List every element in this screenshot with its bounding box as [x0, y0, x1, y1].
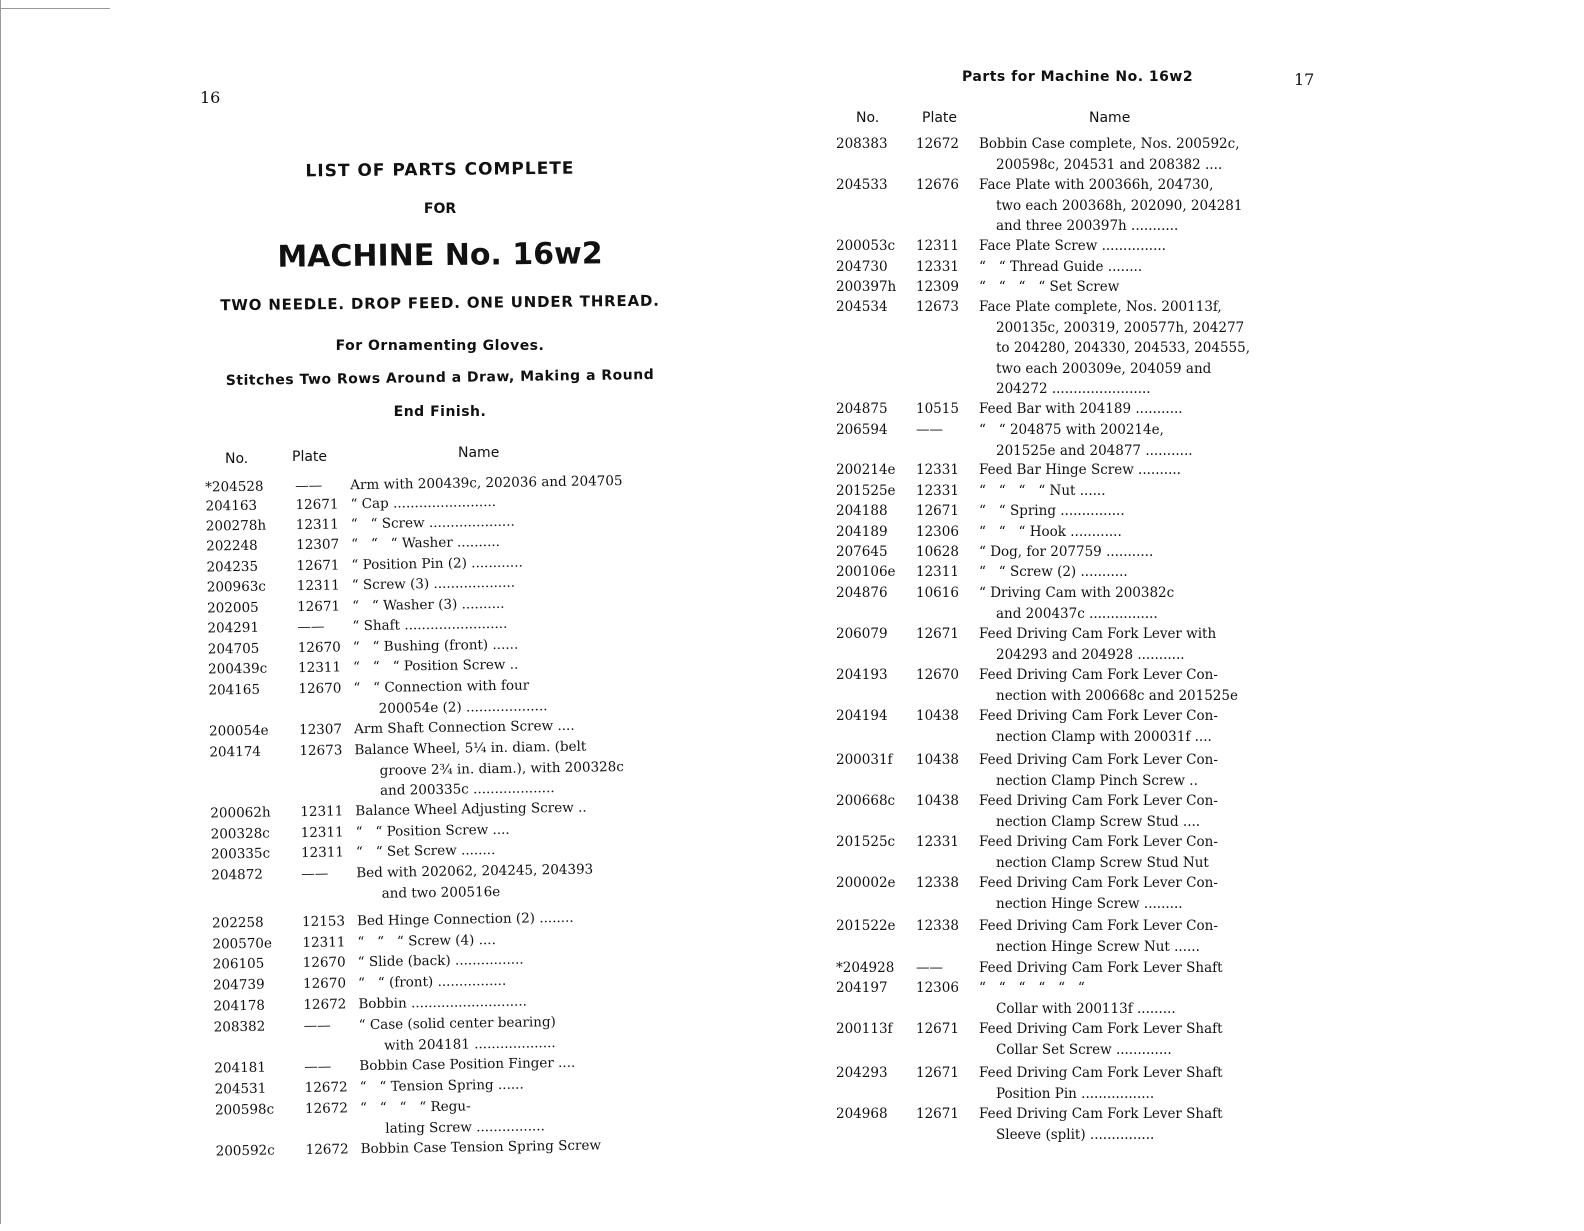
part-number: *204528 — [205, 478, 264, 496]
part-number: 204235 — [206, 558, 259, 576]
part-number: 200397h — [836, 279, 897, 295]
machine-description-end: End Finish. — [393, 404, 487, 420]
part-number: 204872 — [211, 866, 264, 884]
part-name: “ “ Bushing (front) ...... — [352, 636, 519, 656]
part-number: 204189 — [836, 524, 888, 540]
part-name: “ “ “ “ “ “ — [979, 980, 1085, 996]
left-page-number: 16 — [200, 88, 221, 107]
part-number: 202005 — [207, 599, 259, 617]
part-name: “ Driving Cam with 200382c — [979, 585, 1175, 601]
part-number: 206594 — [836, 422, 888, 438]
part-name-continuation: nection Clamp with 200031f .... — [996, 728, 1212, 745]
plate-number: 12670 — [302, 954, 346, 972]
plate-number: 10438 — [916, 708, 959, 724]
plate-number: 12153 — [301, 913, 346, 931]
left-col-header-no: No. — [225, 451, 249, 467]
plate-number: 12311 — [916, 564, 959, 580]
part-name: Balance Wheel, 5¼ in. diam. (belt — [354, 738, 587, 759]
list-title-for: FOR — [423, 201, 457, 217]
part-name: “ “ Screw .................... — [350, 513, 515, 533]
part-number: 201522e — [836, 918, 896, 934]
part-name-continuation: to 204280, 204330, 204533, 204555, — [996, 340, 1251, 356]
part-name: “ “ “ “ Nut ...... — [979, 483, 1106, 499]
plate-number: 12671 — [916, 1021, 959, 1037]
plate-number: 12671 — [916, 1065, 959, 1081]
part-name-continuation: nection Clamp Screw Stud .... — [996, 813, 1201, 830]
part-number: 204194 — [836, 708, 888, 724]
part-number: 200598c — [214, 1101, 275, 1119]
part-number: 204876 — [836, 585, 888, 601]
plate-number: 12671 — [296, 557, 340, 575]
plate-number: 12311 — [296, 577, 340, 595]
part-name: Feed Driving Cam Fork Lever Shaft — [979, 1021, 1223, 1037]
part-name: “ “ “ Washer .......... — [351, 533, 501, 553]
part-number: 204174 — [209, 743, 262, 761]
plate-number: 12672 — [303, 996, 347, 1014]
part-name: “ “ Connection with four — [353, 677, 530, 697]
plate-number: 12670 — [297, 639, 341, 657]
part-name: Feed Bar with 204189 ........... — [979, 401, 1183, 417]
plate-number: 10515 — [916, 401, 959, 417]
part-name: Bobbin Case complete, Nos. 200592c, — [979, 136, 1240, 152]
part-number: 200278h — [205, 517, 267, 535]
machine-description: Stitches Two Rows Around a Draw, Making a Round — [225, 367, 655, 389]
part-number: 200963c — [206, 578, 267, 596]
plate-number: 12676 — [916, 177, 959, 193]
part-number: 200054e — [208, 722, 269, 740]
part-number: 204968 — [836, 1106, 888, 1122]
plate-number: —— — [916, 422, 943, 438]
part-number: 204181 — [214, 1059, 267, 1077]
part-number: 204730 — [836, 259, 888, 275]
left-col-header-plate: Plate — [292, 449, 328, 465]
plate-number: 12307 — [296, 536, 340, 554]
part-name: Feed Driving Cam Fork Lever Con- — [979, 875, 1218, 891]
part-name-continuation: and 200437c ................ — [996, 605, 1158, 622]
part-name-continuation: nection Hinge Screw Nut ...... — [996, 938, 1200, 955]
part-number: 206079 — [836, 626, 888, 642]
part-name: Feed Driving Cam Fork Lever Con- — [979, 708, 1218, 724]
parts-table-row — [205, 470, 655, 496]
part-number: 206105 — [212, 955, 265, 973]
part-name: “ Dog, for 207759 ........... — [979, 544, 1154, 560]
part-name: “ Case (solid center bearing) — [358, 1014, 556, 1034]
part-name: “ “ (front) ................ — [357, 972, 507, 992]
part-name: “ Shaft ........................ — [352, 615, 508, 635]
part-name: Bobbin Case Tension Spring Screw — [360, 1137, 602, 1158]
part-name: “ “ Set Screw ........ — [355, 842, 496, 861]
part-name: Feed Driving Cam Fork Lever Shaft — [979, 1106, 1223, 1122]
plate-number: —— — [301, 865, 329, 883]
plate-number: 12670 — [302, 975, 347, 993]
part-name: Arm Shaft Connection Screw .... — [353, 717, 575, 738]
plate-number: 10628 — [916, 544, 959, 560]
part-name-continuation: and three 200397h ........... — [996, 218, 1179, 234]
plate-number: 12309 — [916, 279, 959, 295]
plate-number: 12311 — [300, 844, 345, 862]
plate-number: —— — [303, 1017, 331, 1035]
part-name: Feed Driving Cam Fork Lever with — [979, 626, 1217, 642]
part-name: “ “ Position Screw .... — [355, 821, 510, 841]
part-name: “ Screw (3) ................... — [351, 574, 516, 594]
plate-number: 12673 — [916, 299, 959, 315]
part-name: “ Slide (back) ................ — [357, 951, 524, 971]
plate-number: 12672 — [916, 136, 959, 152]
part-number: 204165 — [208, 681, 261, 699]
part-number: 200062h — [210, 804, 271, 822]
part-name: “ “ Thread Guide ........ — [979, 259, 1143, 275]
part-number: 204193 — [836, 667, 888, 683]
part-name-continuation: 201525e and 204877 ........... — [996, 442, 1193, 459]
part-name: “ “ “ Position Screw .. — [352, 656, 519, 676]
right-col-header-plate: Plate — [922, 110, 958, 126]
part-number: 204291 — [207, 619, 260, 637]
right-parts-table — [792, 0, 1584, 1224]
plate-number: 12673 — [299, 742, 343, 760]
plate-number: 12670 — [298, 680, 342, 698]
part-name-continuation: groove 2¾ in. diam.), with 200328c — [379, 758, 624, 779]
plate-number: 12671 — [916, 626, 959, 642]
part-number: 208383 — [836, 136, 888, 152]
plate-number: 12307 — [298, 721, 343, 739]
part-number: 204178 — [213, 997, 266, 1015]
part-name: Face Plate Screw ............... — [979, 238, 1166, 254]
plate-number: 12670 — [916, 667, 959, 683]
part-name-continuation: 200598c, 204531 and 208382 .... — [996, 156, 1223, 173]
right-page-header: Parts for Machine No. 16w2 — [962, 69, 1194, 85]
part-name: Feed Driving Cam Fork Lever Con- — [979, 793, 1218, 809]
plate-number: 12311 — [302, 934, 346, 952]
right-col-header-name: Name — [1089, 110, 1131, 126]
part-number: *204928 — [836, 960, 895, 976]
part-name: Arm with 200439c, 202036 and 204705 — [350, 472, 623, 494]
part-name: “ “ Washer (3) .......... — [352, 595, 505, 615]
part-number: 204293 — [836, 1065, 888, 1081]
plate-number: 12672 — [305, 1141, 349, 1159]
plate-number: 12306 — [916, 524, 959, 540]
part-name-continuation: nection Hinge Screw ......... — [996, 895, 1183, 912]
part-name-continuation: two each 200368h, 202090, 204281 — [996, 197, 1243, 214]
part-name: Bed Hinge Connection (2) ........ — [356, 909, 574, 930]
part-number: 200439c — [207, 660, 268, 678]
part-name-continuation: lating Screw ................ — [385, 1117, 545, 1137]
part-name-continuation: two each 200309e, 204059 and — [996, 360, 1212, 377]
part-number: 204163 — [205, 497, 258, 515]
part-name-continuation: 200135c, 200319, 200577h, 204277 — [996, 319, 1245, 336]
plate-number: 12338 — [916, 918, 959, 934]
part-number: 201525e — [836, 483, 896, 499]
plate-number: —— — [295, 477, 323, 495]
part-name: “ “ 204875 with 200214e, — [979, 422, 1164, 438]
part-number: 204197 — [836, 980, 888, 996]
plate-number: —— — [304, 1058, 332, 1076]
part-name: “ “ “ Screw (4) .... — [357, 932, 496, 951]
part-name: “ “ “ “ Regu- — [359, 1098, 471, 1117]
right-page — [792, 0, 1584, 1224]
part-name: “ “ Tension Spring ...... — [359, 1076, 524, 1096]
part-number: 200335c — [210, 845, 271, 863]
machine-title: MACHINE No. 16w2 — [277, 236, 603, 275]
part-name-continuation: Sleeve (split) ............... — [996, 1126, 1155, 1143]
part-number: 200002e — [836, 875, 896, 891]
parts-table-row — [211, 906, 662, 932]
part-name: Feed Driving Cam Fork Lever Con- — [979, 834, 1218, 850]
part-name: Face Plate complete, Nos. 200113f, — [979, 299, 1222, 315]
part-number: 204739 — [212, 976, 265, 994]
part-number: 200031f — [836, 752, 893, 768]
part-number: 200113f — [836, 1021, 893, 1037]
part-number: 204875 — [836, 401, 888, 417]
list-title: LIST OF PARTS COMPLETE — [305, 158, 575, 182]
part-number: 200668c — [836, 793, 896, 809]
part-name-continuation: and 200335c ................... — [379, 780, 555, 799]
plate-number: 10438 — [916, 752, 959, 768]
right-col-header-no: No. — [856, 110, 880, 126]
part-number: 207645 — [836, 544, 888, 560]
part-name: Feed Driving Cam Fork Lever Con- — [979, 752, 1218, 768]
part-name-continuation: nection Clamp Screw Stud Nut — [996, 854, 1209, 871]
plate-number: 12311 — [300, 803, 344, 821]
part-number: 200328c — [210, 825, 270, 843]
part-name-continuation: Collar Set Screw ............. — [996, 1041, 1172, 1058]
part-name-continuation: Position Pin ................. — [996, 1085, 1155, 1102]
plate-number: —— — [297, 618, 325, 636]
part-name-continuation: 204272 ....................... — [996, 381, 1151, 397]
part-name-continuation: nection Clamp Pinch Screw .. — [996, 772, 1198, 789]
part-name: Feed Driving Cam Fork Lever Con- — [979, 667, 1218, 683]
plate-number: 12331 — [916, 259, 959, 275]
part-name: Bobbin Case Position Finger .... — [359, 1054, 576, 1075]
part-number: 202248 — [206, 537, 258, 555]
part-name: “ Cap ........................ — [350, 493, 497, 513]
machine-purpose: For Ornamenting Gloves. — [335, 338, 545, 354]
part-number: 200570e — [212, 935, 273, 953]
part-name: Bed with 202062, 204245, 204393 — [356, 861, 594, 882]
part-name: Feed Driving Cam Fork Lever Shaft — [979, 1065, 1223, 1081]
part-number: 204534 — [836, 299, 888, 315]
left-page — [0, 0, 792, 1224]
plate-number: 12311 — [297, 659, 342, 677]
part-number: 208382 — [213, 1018, 266, 1036]
plate-number: 12331 — [916, 462, 959, 478]
part-name: “ “ “ “ Set Screw — [979, 279, 1120, 295]
plate-number: 12331 — [916, 834, 959, 850]
plate-number: 12671 — [297, 598, 341, 616]
plate-number: 12306 — [916, 980, 959, 996]
part-number: 202258 — [211, 914, 264, 932]
part-name: “ “ Spring ............... — [979, 503, 1125, 519]
part-number: 201525c — [836, 834, 896, 850]
plate-number: 12311 — [300, 824, 344, 842]
plate-number: 12338 — [916, 875, 959, 891]
part-name: “ “ “ Hook ............ — [979, 524, 1122, 540]
plate-number: 12671 — [916, 1106, 959, 1122]
part-name: Feed Driving Cam Fork Lever Con- — [979, 918, 1218, 934]
part-name-continuation: 200054e (2) ................... — [378, 697, 548, 717]
part-name: Face Plate with 200366h, 204730, — [979, 177, 1214, 193]
part-name: Balance Wheel Adjusting Screw .. — [355, 799, 587, 820]
part-number: 204705 — [207, 640, 260, 658]
part-name-continuation: nection with 200668c and 201525e — [996, 687, 1238, 704]
part-number: 204188 — [836, 503, 888, 519]
part-name: Feed Driving Cam Fork Lever Shaft — [979, 960, 1223, 976]
plate-number: —— — [916, 960, 943, 976]
plate-number: 12671 — [916, 503, 959, 519]
part-number: 200214e — [836, 462, 896, 478]
plate-number: 12672 — [304, 1100, 349, 1118]
plate-number: 12331 — [916, 483, 959, 499]
left-col-header-name: Name — [458, 445, 500, 461]
plate-number: 12311 — [916, 238, 959, 254]
part-number: 200592c — [215, 1142, 275, 1160]
part-name: “ Position Pin (2) ............ — [351, 554, 523, 574]
part-number: 204533 — [836, 177, 888, 193]
part-name-continuation: 204293 and 204928 ........... — [996, 646, 1185, 663]
part-name-continuation: and two 200516e — [381, 883, 501, 902]
plate-number: 12672 — [304, 1079, 348, 1097]
part-name: Bobbin ........................... — [358, 993, 527, 1013]
part-name: “ “ Screw (2) ........... — [979, 564, 1128, 580]
part-number: 200053c — [836, 238, 896, 254]
part-name-continuation: Collar with 200113f ......... — [996, 1000, 1176, 1017]
plate-number: 12311 — [295, 516, 339, 534]
part-name-continuation: with 204181 ................... — [383, 1034, 556, 1054]
part-name: Feed Bar Hinge Screw .......... — [979, 462, 1181, 478]
part-number: 200106e — [836, 564, 896, 580]
plate-number: 10616 — [916, 585, 959, 601]
plate-number: 10438 — [916, 793, 959, 809]
machine-subtitle: TWO NEEDLE. DROP FEED. ONE UNDER THREAD. — [220, 291, 660, 315]
plate-number: 12671 — [295, 496, 339, 514]
part-number: 204531 — [214, 1080, 267, 1098]
right-page-number: 17 — [1294, 70, 1315, 89]
